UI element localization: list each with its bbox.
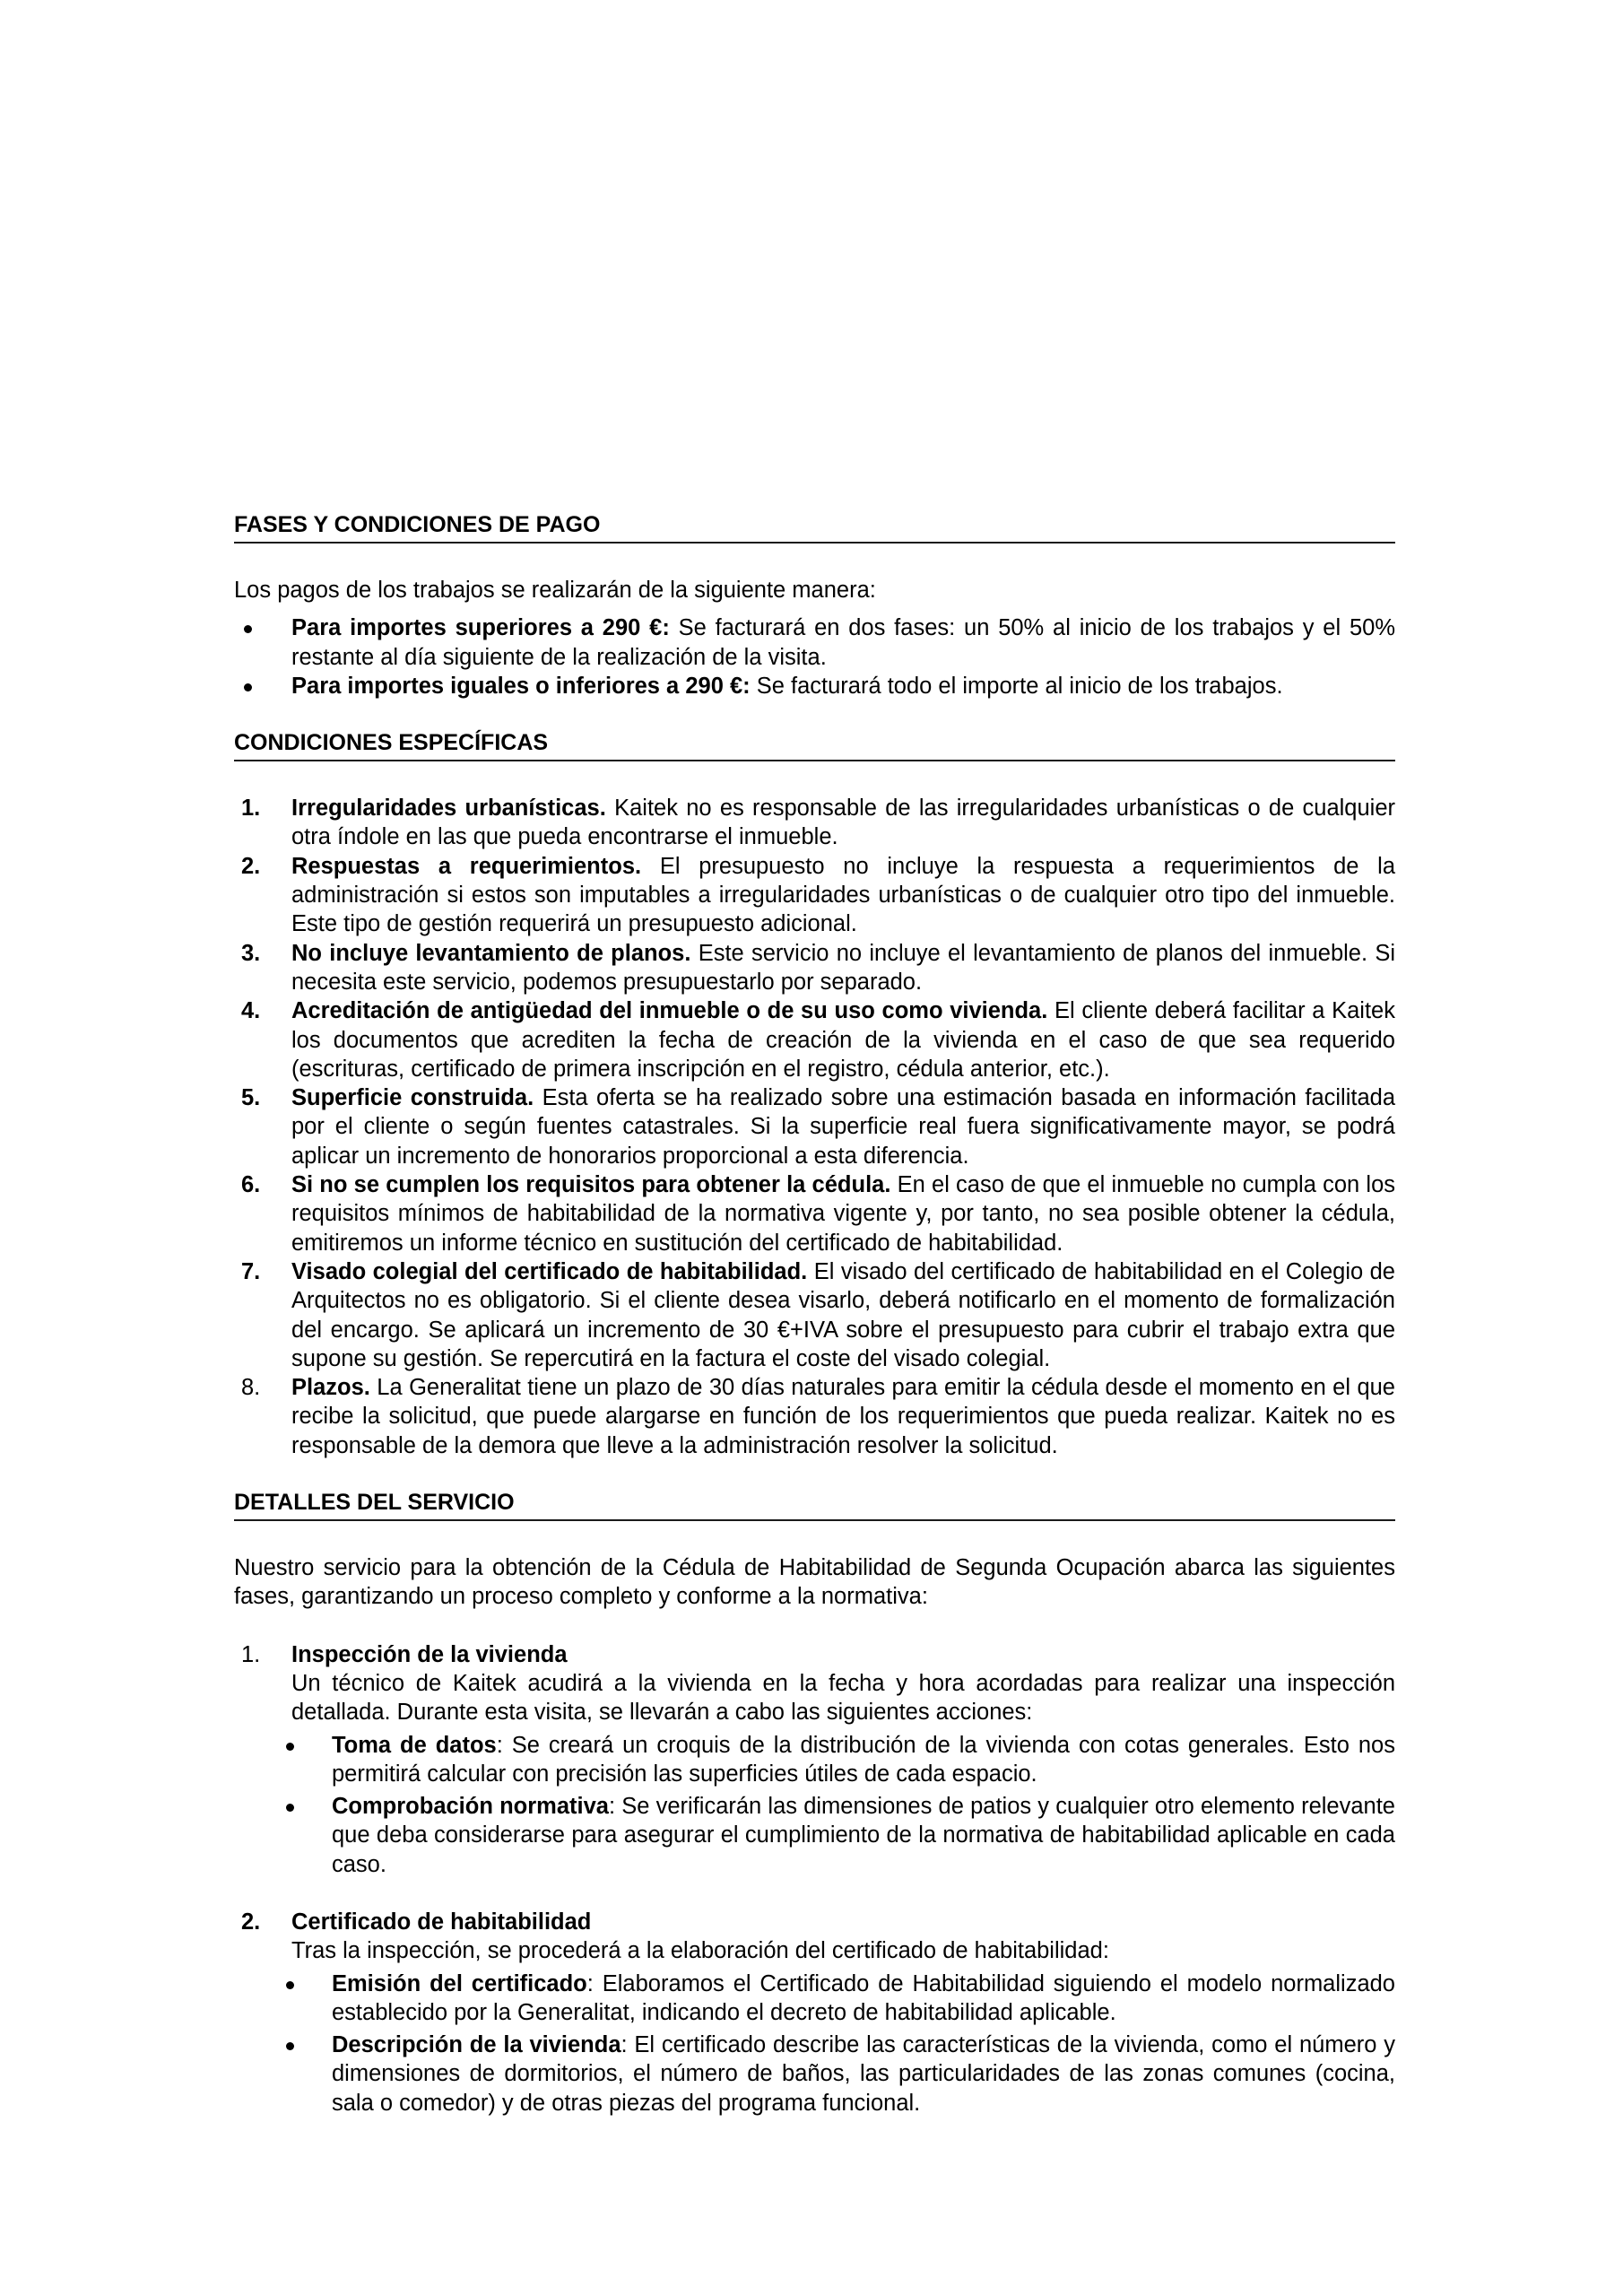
action-label: Toma de datos: [332, 1732, 497, 1758]
item-number: 5.: [241, 1085, 261, 1111]
document-page: [234, 511, 1395, 2118]
condition-label: Visado colegial del certificado de habitabilidad.: [291, 1258, 808, 1284]
phase-title: Certificado de habitabilidad: [291, 1909, 592, 1935]
service-phase: [234, 1908, 1395, 2118]
payment-list: [234, 613, 1395, 700]
bullet-icon: [286, 2042, 294, 2050]
conditions-list: [234, 794, 1395, 1460]
condition-item: [234, 1257, 1395, 1373]
item-number: 4.: [241, 998, 261, 1024]
phase-actions: [291, 1731, 1395, 1879]
condition-text: El presupuesto no incluye la respuesta a requerimientos de la administración si estos son imputables a irregularidades urbanísticas o de cualquier otro tipo del inmueble. Este tipo de gestión requerirá un presupuesto adicional.: [291, 853, 1395, 937]
payment-section: [234, 511, 1395, 700]
payment-item-label: Para importes iguales o inferiores a 290 €:: [291, 673, 751, 699]
item-number: 1.: [241, 1641, 261, 1667]
condition-item: [234, 794, 1395, 852]
phase-action-item: [234, 2031, 1395, 2118]
bullet-icon: [244, 683, 252, 691]
action-label: Comprobación normativa: [332, 1794, 609, 1820]
payment-intro: Los pagos de los trabajos se realizarán de la siguiente manera:: [234, 578, 876, 603]
condition-label: Plazos.: [291, 1375, 370, 1401]
condition-item: [234, 1373, 1395, 1460]
payment-item-text: Se facturará todo el importe al inicio de los trabajos.: [750, 673, 1283, 699]
conditions-section-title: CONDICIONES ESPECÍFICAS: [234, 729, 1395, 761]
item-number: 7.: [241, 1258, 261, 1284]
condition-label: Superficie construida.: [291, 1085, 534, 1111]
bullet-icon: [286, 1981, 294, 1989]
condition-label: Si no se cumplen los requisitos para obtener la cédula.: [291, 1172, 891, 1198]
phase-title: Inspección de la vivienda: [291, 1641, 568, 1667]
condition-text: Este servicio no incluye el levantamiento de planos del inmueble. Si necesita este servicio, podemos presupuestarlo por separado.: [291, 940, 1395, 995]
phase-action-item: [234, 1970, 1395, 2028]
action-label: Emisión del certificado: [332, 1970, 587, 1996]
payment-item-text: Se facturará en dos fases: un 50% al inicio de los trabajos y el 50% restante al día siguiente de la realización de la visita.: [291, 615, 1395, 670]
condition-text: El cliente deberá facilitar a Kaitek los documentos que acrediten la fecha de creación de la vivienda en el caso de que sea requerido (escrituras, certificado de primera inscripción en el registro, cédula anterior, etc.).: [291, 998, 1395, 1082]
service-phases: [234, 1640, 1395, 2118]
service-section-title: DETALLES DEL SERVICIO: [234, 1489, 1395, 1521]
conditions-section: [234, 729, 1395, 1460]
condition-item: [234, 939, 1395, 997]
phase-action-item: [234, 1731, 1395, 1789]
payment-item: [234, 672, 1395, 700]
item-number: 2.: [241, 1909, 261, 1935]
action-text: : Se creará un croquis de la distribución de la vivienda con cotas generales. Esto nos permitirá calcular con precisión las superficies útiles de cada espacio.: [332, 1732, 1395, 1787]
phase-action-item: [234, 1792, 1395, 1879]
condition-label: Respuestas a requerimientos.: [291, 853, 642, 879]
item-number: 6.: [241, 1172, 261, 1198]
payment-item-label: Para importes superiores a 290 €:: [291, 615, 670, 641]
item-number: 8.: [241, 1375, 261, 1401]
bullet-icon: [244, 625, 252, 633]
condition-text: El visado del certificado de habitabilidad en el Colegio de Arquitectos no es obligatorio. Si el cliente desea visarlo, deberá notificarlo en el momento de formalización del encargo. Se aplicará un incremento de 30 €+IVA sobre el presupuesto para cubrir el trabajo extra que supone su gestión. Se repercutirá en la factura el coste del visado colegial.: [291, 1258, 1395, 1371]
action-text: : Elaboramos el Certificado de Habitabilidad siguiendo el modelo normalizado establecido por la Generalitat, indicando el decreto de habitabilidad aplicable.: [332, 1970, 1395, 2025]
action-text: : Se verificarán las dimensiones de patios y cualquier otro elemento relevante que deba considerarse para asegurar el cumplimiento de la normativa de habitabilidad aplicable en cada caso.: [332, 1794, 1395, 1877]
service-intro: Nuestro servicio para la obtención de la Cédula de Habitabilidad de Segunda Ocupación abarca las siguientes fases, garantizando un proceso completo y conforme a la normativa:: [234, 1555, 1395, 1610]
item-number: 3.: [241, 940, 261, 966]
condition-text: Esta oferta se ha realizado sobre una estimación basada en información facilitada por el cliente o según fuentes catastrales. Si la superficie real fuera significativamente mayor, se podrá aplicar un incremento de honorarios proporcional a esta diferencia.: [291, 1085, 1395, 1169]
service-section: [234, 1489, 1395, 2118]
condition-text: En el caso de que el inmueble no cumpla con los requisitos mínimos de habitabilidad de la normativa vigente y, por tanto, no sea posible obtener la cédula, emitiremos un informe técnico en sustitución del certificado de habitabilidad.: [291, 1172, 1395, 1256]
condition-text: Kaitek no es responsable de las irregularidades urbanísticas o de cualquier otra índole en las que pueda encontrarse el inmueble.: [291, 796, 1395, 850]
action-text: : El certificado describe las características de la vivienda, como el número y dimensiones de dormitorios, el número de baños, las particularidades de las zonas comunes (cocina, sala o comedor) y de otras piezas del programa funcional.: [332, 2032, 1396, 2116]
bullet-icon: [286, 1743, 294, 1751]
spacer: [234, 1879, 1395, 1908]
item-number: 1.: [241, 796, 261, 822]
bullet-icon: [286, 1804, 294, 1812]
condition-label: No incluye levantamiento de planos.: [291, 940, 691, 966]
service-phase: [234, 1640, 1395, 1879]
condition-label: Acreditación de antigüedad del inmueble o de su uso como vivienda.: [291, 998, 1048, 1024]
condition-item: [234, 1083, 1395, 1170]
payment-section-title: FASES Y CONDICIONES DE PAGO: [234, 511, 1395, 544]
phase-actions: [291, 1970, 1395, 2118]
condition-item: [234, 996, 1395, 1083]
action-label: Descripción de la vivienda: [332, 2032, 621, 2058]
condition-item: [234, 1170, 1395, 1257]
condition-item: [234, 852, 1395, 939]
phase-description: Un técnico de Kaitek acudirá a la vivienda en la fecha y hora acordadas para realizar una inspección detallada. Durante esta visita, se llevarán a cabo las siguientes acciones:: [291, 1670, 1395, 1726]
condition-text: La Generalitat tiene un plazo de 30 días naturales para emitir la cédula desde el momento en el que recibe la solicitud, que puede alargarse en función de los requerimientos que pueda realizar. Kaitek no es responsable de la demora que lleve a la administración resolver la solicitud.: [291, 1375, 1395, 1458]
phase-description: Tras la inspección, se procederá a la elaboración del certificado de habitabilidad:: [291, 1938, 1109, 1964]
item-number: 2.: [241, 853, 261, 879]
condition-label: Irregularidades urbanísticas.: [291, 796, 606, 822]
payment-item: [234, 613, 1395, 672]
